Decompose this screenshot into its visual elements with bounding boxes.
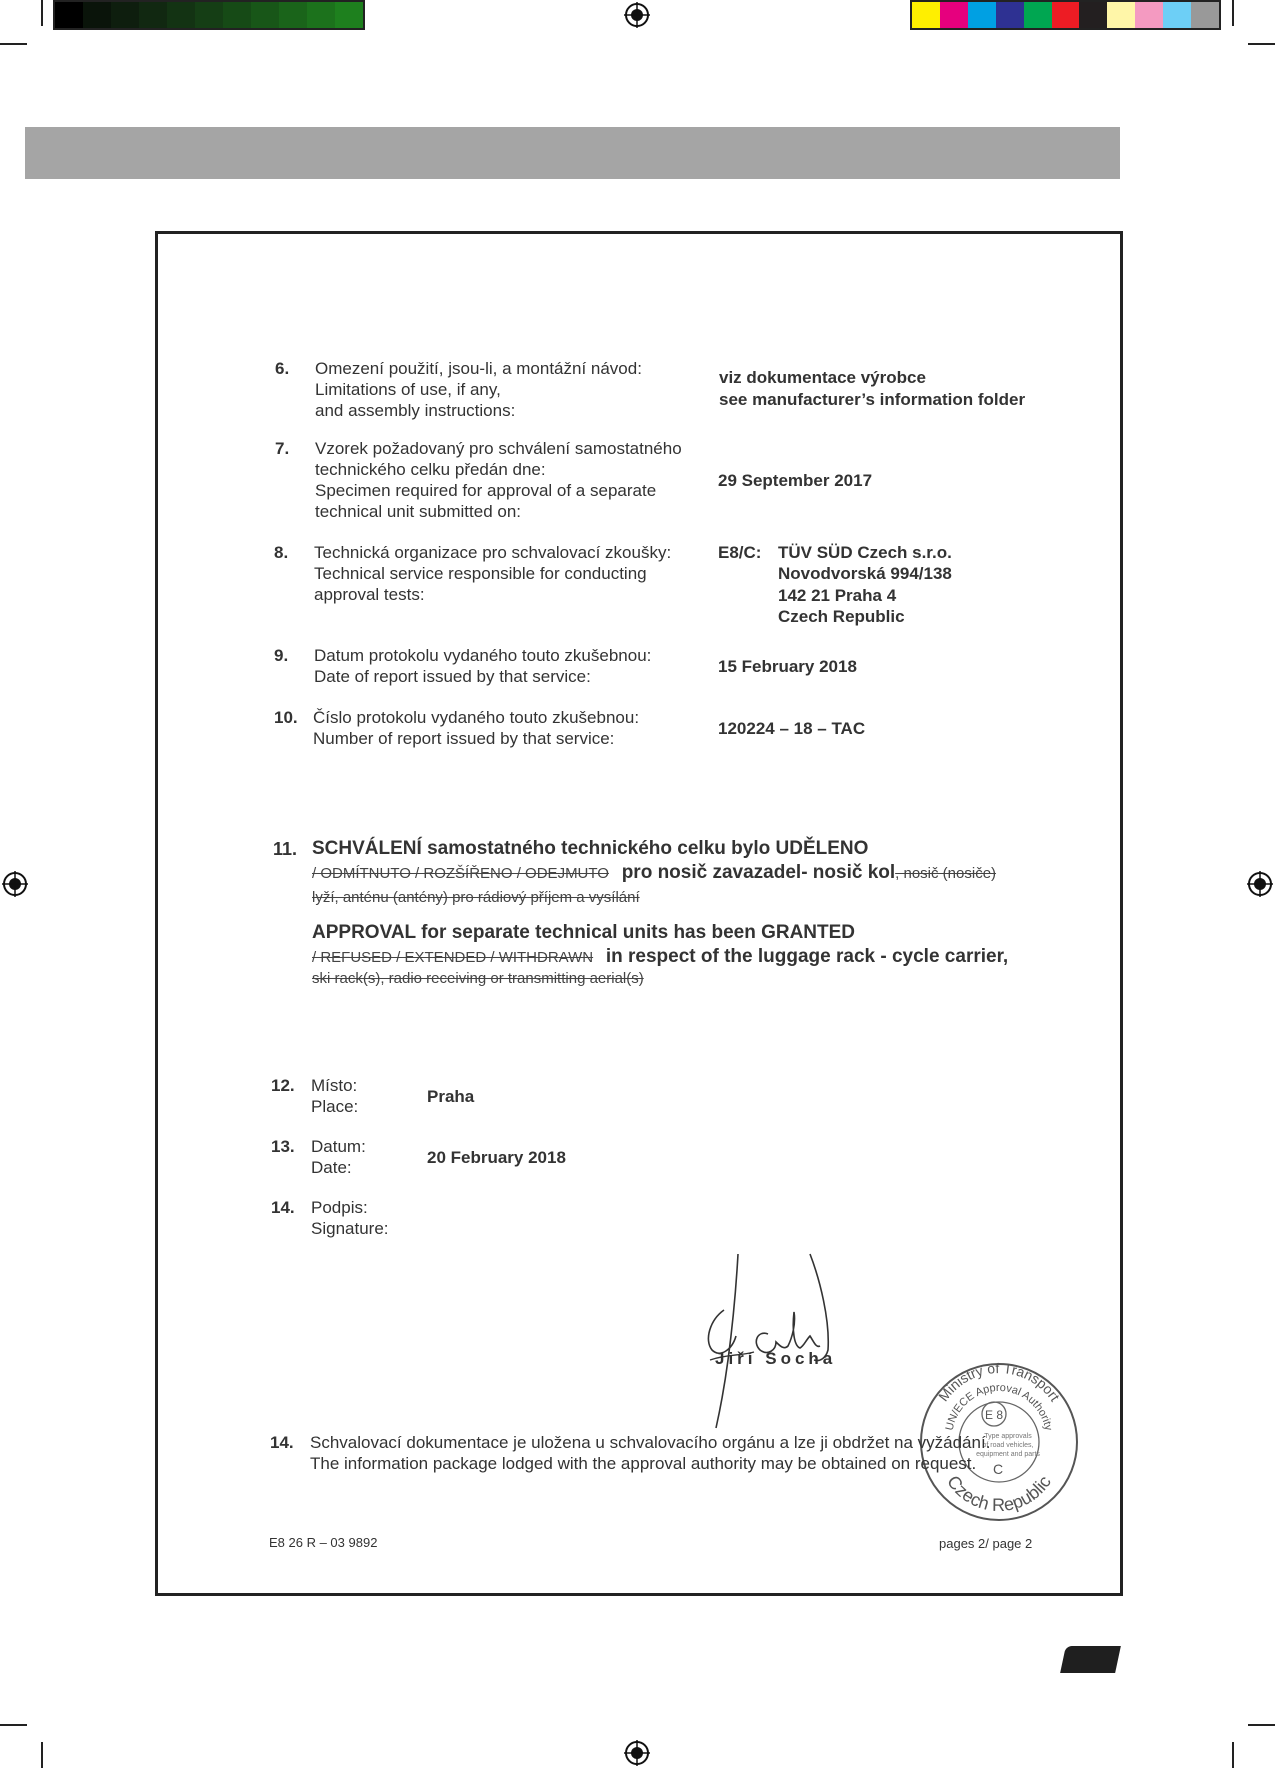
crop-mark-tr-h <box>1248 43 1275 45</box>
stamp-bottom-text: Czech Republic <box>943 1471 1055 1516</box>
gray-swatch-6 <box>223 2 251 28</box>
item-12-value: Praha <box>427 1087 475 1106</box>
gray-swatch-3 <box>139 2 167 28</box>
item-11-number: 11. <box>273 839 298 859</box>
item-7-number: 7. <box>275 439 290 458</box>
color-swatch-10 <box>1191 2 1219 28</box>
footer-page-number: pages 2/ page 2 <box>939 1536 1033 1551</box>
crop-mark-tl-h <box>0 43 27 45</box>
gray-swatch-4 <box>167 2 195 28</box>
header-gray-band <box>25 127 1120 179</box>
item-6-number: 6. <box>275 359 290 378</box>
item-8-org-city: 142 21 Praha 4 <box>778 586 897 605</box>
item-12-number: 12. <box>271 1076 295 1095</box>
registration-mark-icon <box>2 871 28 897</box>
grayscale-color-bar <box>53 0 365 30</box>
item-9-en: Date of report issued by that service: <box>314 667 591 686</box>
registration-mark-icon <box>1247 871 1273 897</box>
color-swatch-7 <box>1107 2 1135 28</box>
item-14b-cz: Schvalovací dokumentace je uložena u schvalovacího orgánu a lze ji obdržet na vyžádání. <box>310 1433 991 1452</box>
item-14b-en: The information package lodged with the approval authority may be obtained on request. <box>310 1454 977 1473</box>
item-8-org-street: Novodvorská 994/138 <box>778 564 952 583</box>
item-7-cz2: technického celku předán dne: <box>315 460 546 479</box>
registration-mark-icon <box>624 2 650 28</box>
item-11-en-line2 <box>312 946 1008 968</box>
crop-mark-br-v <box>1232 1742 1234 1768</box>
item-13-en: Date: <box>311 1158 352 1177</box>
item-14b-number: 14. <box>270 1433 294 1452</box>
stamp-inner-2: of road vehicles, <box>982 1442 1034 1449</box>
item-14-cz: Podpis: <box>311 1198 368 1217</box>
item-7-value: 29 September 2017 <box>718 471 873 490</box>
item-9-value: 15 February 2018 <box>718 657 857 676</box>
gray-swatch-10 <box>335 2 363 28</box>
footer-approval-number: E8 26 R – 03 9892 <box>269 1535 378 1550</box>
crop-mark-tl-v <box>41 0 43 26</box>
color-swatch-1 <box>940 2 968 28</box>
color-swatch-5 <box>1052 2 1080 28</box>
item-13-value: 20 February 2018 <box>427 1148 566 1167</box>
color-swatch-3 <box>996 2 1024 28</box>
item-13-number: 13. <box>271 1137 295 1156</box>
item-9-cz: Datum protokolu vydaného touto zkušebnou: <box>314 646 652 665</box>
stamp-letter: C <box>992 1461 1004 1477</box>
item-14-en: Signature: <box>311 1219 389 1238</box>
item-11-cz-for: pro nosič zavazadel- nosič kol <box>621 862 896 883</box>
item-11-en-for: in respect of the luggage rack - cycle carrier, <box>605 946 1009 967</box>
gray-swatch-1 <box>83 2 111 28</box>
item-10-number: 10. <box>274 708 298 727</box>
registration-mark-icon <box>624 1740 650 1766</box>
crop-mark-tr-v <box>1232 0 1234 26</box>
item-11-cz-strike2: , nosič (nosiče) <box>895 865 997 882</box>
item-6-en1: Limitations of use, if any, <box>315 380 501 399</box>
item-11-cz-line2 <box>312 862 996 884</box>
item-14-number: 14. <box>271 1198 295 1217</box>
gray-swatch-9 <box>307 2 335 28</box>
color-swatch-6 <box>1079 2 1107 28</box>
process-color-bar <box>910 0 1221 30</box>
item-8-number: 8. <box>274 543 289 562</box>
item-6-value-en: see manufacturer’s information folder <box>719 390 1026 409</box>
item-7-en1: Specimen required for approval of a separate <box>315 481 657 500</box>
stamp-mid-text: UN/ECE Approval Authority <box>943 1381 1055 1432</box>
crop-mark-bl-v <box>41 1742 43 1768</box>
signatory-name: Jiří Socha <box>715 1349 837 1368</box>
gray-swatch-7 <box>251 2 279 28</box>
color-swatch-4 <box>1024 2 1052 28</box>
page-corner-tab <box>1060 1646 1121 1673</box>
item-12-cz: Místo: <box>311 1076 358 1095</box>
item-10-value: 120224 – 18 – TAC <box>718 719 866 738</box>
item-8-en1: Technical service responsible for conducting <box>314 564 647 583</box>
color-swatch-8 <box>1135 2 1163 28</box>
stamp-inner-3: equipment and parts <box>976 1451 1040 1458</box>
item-9-number: 9. <box>274 646 289 665</box>
handwritten-signature <box>680 1250 840 1430</box>
item-8-cz: Technická organizace pro schvalovací zkoušky: <box>314 543 672 562</box>
item-11-cz-strike1: / ODMÍTNUTO / ROZŠÍŘENO / ODEJMUTO <box>312 865 609 882</box>
item-10-cz: Číslo protokolu vydaného touto zkušebnou: <box>313 708 640 727</box>
item-7-en2: technical unit submitted on: <box>315 502 522 521</box>
item-6-value-cz: viz dokumentace výrobce <box>719 368 926 387</box>
item-11-cz-strike3: lyží, anténu (antény) pro rádiový příjem a vysílání <box>312 889 640 906</box>
color-swatch-9 <box>1163 2 1191 28</box>
item-6-en2: and assembly instructions: <box>315 401 516 420</box>
item-6-cz: Omezení použití, jsou-li, a montážní návod: <box>315 359 642 378</box>
color-swatch-2 <box>968 2 996 28</box>
gray-swatch-5 <box>195 2 223 28</box>
item-8-org-name: TÜV SÜD Czech s.r.o. <box>778 543 952 562</box>
item-11-en-main: APPROVAL for separate technical units has been GRANTED <box>312 922 856 943</box>
item-8-en2: approval tests: <box>314 585 425 604</box>
item-10-en: Number of report issued by that service: <box>313 729 615 748</box>
stamp-top-text: Ministry of Transport <box>935 1359 1064 1405</box>
gray-swatch-2 <box>111 2 139 28</box>
item-8-code: E8/C: <box>718 543 762 562</box>
stamp-inner-1: Type approvals <box>984 1433 1032 1440</box>
item-12-en: Place: <box>311 1097 359 1116</box>
item-11-en-strike1: / REFUSED / EXTENDED / WITHDRAWN <box>312 949 594 966</box>
item-11-cz-main: SCHVÁLENÍ samostatného technického celku bylo UDĚLENO <box>312 838 869 859</box>
item-7-cz1: Vzorek požadovaný pro schválení samostatného <box>315 439 682 458</box>
color-swatch-0 <box>912 2 940 28</box>
item-11-en-strike2: ski rack(s), radio receiving or transmitting aerial(s) <box>312 970 644 987</box>
gray-swatch-0 <box>55 2 83 28</box>
item-8-org-country: Czech Republic <box>778 607 905 626</box>
stamp-e-mark: E 8 <box>984 1408 1004 1422</box>
crop-mark-br-h <box>1248 1724 1275 1726</box>
item-13-cz: Datum: <box>311 1137 366 1156</box>
gray-swatch-8 <box>279 2 307 28</box>
crop-mark-bl-h <box>0 1724 27 1726</box>
